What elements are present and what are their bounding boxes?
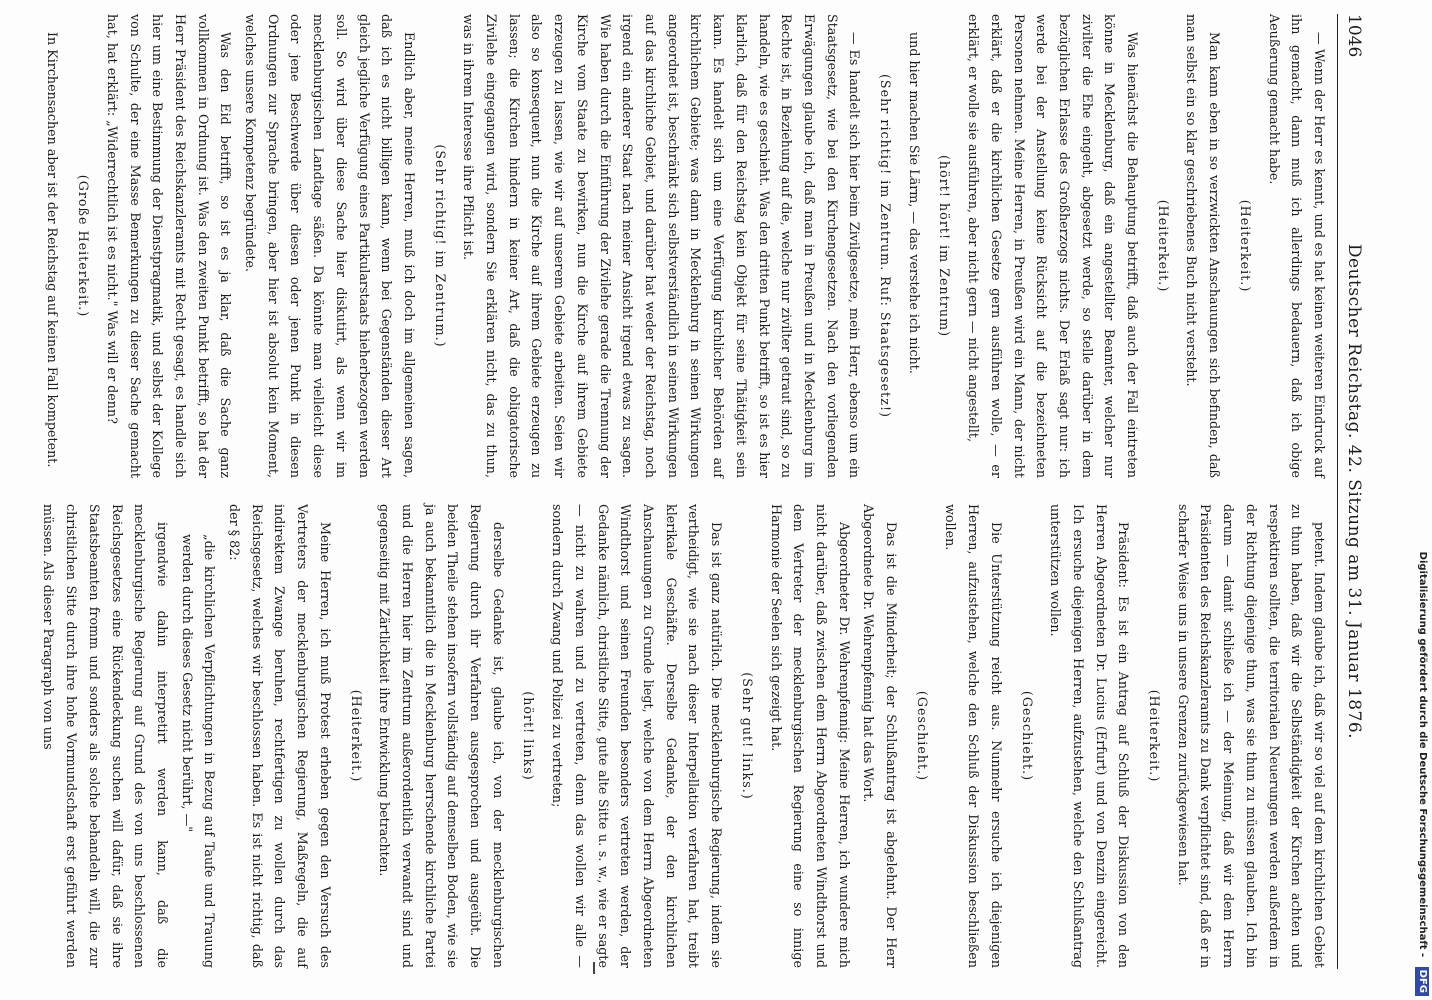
stamp-text: Digitalisierung gefördert durch die Deutsche Forschungsgemeinschaft - — [1417, 551, 1428, 958]
paragraph: und hier machen Sie Lärm, — das verstehe ich nicht. — [906, 32, 922, 374]
paragraph: Endlich aber, meine Herren, muß ich doch im allgemeinen sagen, daß ich es nicht billigen kann, wenn bei Gegenständen dieser Art gleich jegliche Verfügung eines Partikularstaats hieherbezogen werden soll. So wird über diese Sache hier diskutirt, als wenn wir im mecklenburgischen Landtage säßen. Da könnte man vielleicht diese oder jene Beschwerde über diesen oder jenen Punkt in diesen Ordnungen zur Sprache bringen, aber hier ist absolut kein Moment, welches unsere Kompetenz begründete. — [243, 14, 417, 478]
stage-direction: (Heiterkeit.) — [1147, 689, 1163, 783]
paragraph: Man kann eben in so verzwickten Anschauungen sich befinden, daß man selbst ein so klar geschriebenes Buch nicht versteht. — [1184, 14, 1223, 478]
paragraph: Das ist ganz natürlich. Die mecklenburgische Regierung, indem sie vertheidigt, wie sie nach dieser Interpellation verfahren hat, treibt klerikale Geschäfte. Derselbe Gedanke, der den kirchlichen Anschauungen zu Grunde liegt, welche von dem Herrn Abgeordneten Windthorst und seinen Freunden besonders vertreten werden, der Gedanke nämlich, christliche Sitte, gute alte Sitte u. s. w., wie er sagte — nicht zu wahren und zu vertreten, denn das wollen wir alle — sondern durch Zwang und Polizei zu vertreten; — [550, 504, 725, 968]
paragraph: Die Unterstützung reicht aus. Nunmehr ersuche ich diejenigen Herren, aufzustehen, welche den Schluß der Diskussion beschließen wollen. — [943, 504, 1004, 968]
paragraph: — Es handelt sich hier beim Zivilgesetze, mein Herr, ebenso um ein Staatsgesetz, wie bei den Kirchengesetzen. Nach den vorliegenden Erwägungen glaube ich, daß man in Preußen und in Mecklenburg im Rechte ist, in Beziehung auf die, welche nur zivilter getraut sind, so zu handeln, wie es geschieht. Was den dritten Punkt betrifft, so ist es hier klarlich, daß für den Reichstag kein Objekt für seine Thätigkeit sein kann. Es handelt sich um eine Verfügung kirchlicher Behörden auf kirchlichem Gebiete; was dann in Mecklenburg in seinen Wirkungen angeordnet ist, beschränkt sich selbstverständlich in seinen Wirkungen auf das kirchliche Gebiet, und darüber hat weder der Reichstag, noch irgend ein anderer Staat nach meiner Ansicht irgend etwas zu sagen. Wie haben durch die Einführung der Zivilehe gerade die Trennung der Kirche vom Staate zu bewirken, nun die Kirche auf ihrem Gebiete erzeugen zu lassen, wie wir auf unserem Gebiete arbeiten. Seien wir also so konsequent, nun die Kirche auf ihrem Gebiete erzeugen zu lassen; die Kirchen hindern in keiner Art, daß die obligatorische Zivilehe eingegangen wird, sondern Sie erklären nicht, das zu thun, was in ihrem Interesse ihre Pflicht ist. — [461, 14, 863, 478]
stage-direction: (Sehr richtig! im Zentrum. Ruf: Staatsgesetz!) — [878, 73, 894, 418]
scan-mark — [593, 962, 595, 974]
paragraph: In Kirchensachen aber ist der Reichstag auf keinen Fall kompetent. — [45, 32, 61, 468]
paragraph: Meine Herren, ich muß Protest erheben gegen den Versuch des Vertreters der mecklenburgischen Regierung, Maßregeln, die auf indirektem Zwange beruhen, rechtfertigen zu wollen durch das Reichsgesetz, welches wir beschlossen haben. Es ist nicht richtig, daß der § 82: — [227, 504, 333, 968]
paragraph: derselbe Gedanke ist, glaube ich, von der mecklenburgischen Regierung durch ihr Verfahren ausgesprochen und ausgeübt. Die beiden Theile stehen insofern vollständig auf demselben Boden, wie sie ja auch bekanntlich die in Mecklenburg herrschende kirchliche Partei und die Herren hier im Zentrum außerordentlich verwandt sind und gegenseitig mit Zärtlichkeit ihre Entwicklung betrachten. — [377, 504, 506, 968]
dfg-logo: DFG — [1415, 967, 1429, 996]
digitization-stamp — [1412, 6, 1432, 996]
rotated-printed-page — [5, 0, 1390, 986]
stage-direction: (Geschieht.) — [914, 690, 930, 782]
left-text-column — [20, 14, 1330, 478]
paragraph: Abgeordneter Dr. Wehrenpfennig: Meine Herren, ich wundere mich nicht darüber, daß zwischen dem Herrn Abgeordneten Windthorst und dem Vertreter der mecklenburgischen Regierung eine so innige Harmonie der Seelen sich gezeigt hat. — [768, 504, 852, 968]
right-text-column — [20, 504, 1330, 968]
paragraph: Das ist die Minderheit; der Schlußantrag ist abgelehnt. Der Herr Abgeordnete Dr. Wehrenpfennig hat das Wort. — [861, 504, 900, 968]
stage-direction: (Sehr gut! links.) — [739, 672, 755, 800]
paragraph: Was den Eid betrifft, so ist es ja klar, daß die Sache ganz vollkommen in Ordnung ist. Was den zweiten Punkt betrifft, so hat der Herr Präsident des Reichskanzleramts mit Recht gesagt, es handle sich hier um eine Bestimmung der Dienstpragmatik, und selbst der Kollege von Schulte, der eine Masse Bemerkungen zu dieser Sache gemacht hat, hat erklärt: „Widerrechtlich ist es nicht." Was will er denn? — [104, 14, 234, 478]
paragraph: — Wenn der Herr es kennt, und es hat keinen weiteren Eindruck auf ihn gemacht, dann muß ich allerdings bedauern, daß ich obige Aeußerung gemacht habe. — [1266, 14, 1327, 478]
stage-direction: (Heiterkeit.) — [1237, 199, 1253, 293]
paragraph: Präsident: Es ist ein Antrag auf Schluß der Diskussion von den Herren Abgeordneten Dr. Lucius (Erfurt) und von Denzin eingereicht. Ich ersuche diejenigen Herren, aufzustehen, welche den Schlußantrag unterstützen wollen. — [1048, 504, 1132, 968]
page-header — [1337, 14, 1368, 969]
stage-direction: (hört! links) — [521, 691, 537, 781]
stage-direction: (Sehr richtig! im Zentrum.) — [432, 144, 448, 348]
stage-direction: (hört! hört! im Zentrum) — [937, 154, 953, 338]
paragraph: „die kirchlichen Verpflichtungen in Bezug auf Taufe und Trauung werden durch dieses Gesetz nicht berührt, —" — [179, 534, 218, 968]
stage-direction: (Heiterkeit.) — [348, 689, 364, 783]
paragraph: irgendwie dahin interpretirt werden kann, daß die mecklenburgische Regierung auf Grund des von uns beschlossenen Reichsgesetzes eine Rückendeckung suchen will dafür, daß sie ihre Staatsbeamten fromm und sonders als solche behandeln will, die zur christlichen Sitte durch ihre hohe Vormundschaft erst geführt werden müssen. Als dieser Paragraph von uns — [41, 504, 170, 968]
paragraph: petent. Indem glaube ich, daß wir so viel auf dem kirchlichen Gebiet zu thun haben, daß wir die Selbständigkeit der Kirchen achten und respektiren sollten, die territorialen Neuerungen werden außerdem in der Richtung diejenige thun, was sie thun zu müssen glauben. Ich bin darum — damit schließe ich — der Meinung, daß wir dem Herrn Präsidenten des Reichskanzleramts zu Dank verpflichtet sind, daß er in scharfer Weise uns in unsere Grenzen zurückgewiesen hat. — [1175, 504, 1327, 968]
paragraph: Was hienächst die Behauptung betrifft, daß auch der Fall eintreten könne in Mecklenburg, daß ein angestellter Beamter, welcher nur zivilter die Ehe eingeht, abgesetzt werde, so stelle darüber in dem bezüglichen Erlasse des Großherzogs nichts. Der Erlaß sagt nur: ich werde bei der Anstellung keine Rücksicht auf die bezeichneten Personen nehmen. Meine Herren, in Preußen wird ein Mann, der nicht erklärt, daß er die kirchlichen Gesetze gern ausführen wolle, — er erklärt, er wolle sie ausführen, aber nicht gern — nicht angestellt, — [966, 14, 1141, 478]
stage-direction: (Große Heiterkeit.) — [76, 174, 92, 318]
running-title: Deutscher Reichstag. 42. Sitzung am 31. Januar 1876. — [1344, 243, 1364, 740]
stage-direction: (Heiterkeit.) — [1155, 199, 1171, 293]
page-number: 1046 — [1344, 14, 1364, 58]
stage-direction: (Geschieht.) — [1019, 690, 1035, 782]
